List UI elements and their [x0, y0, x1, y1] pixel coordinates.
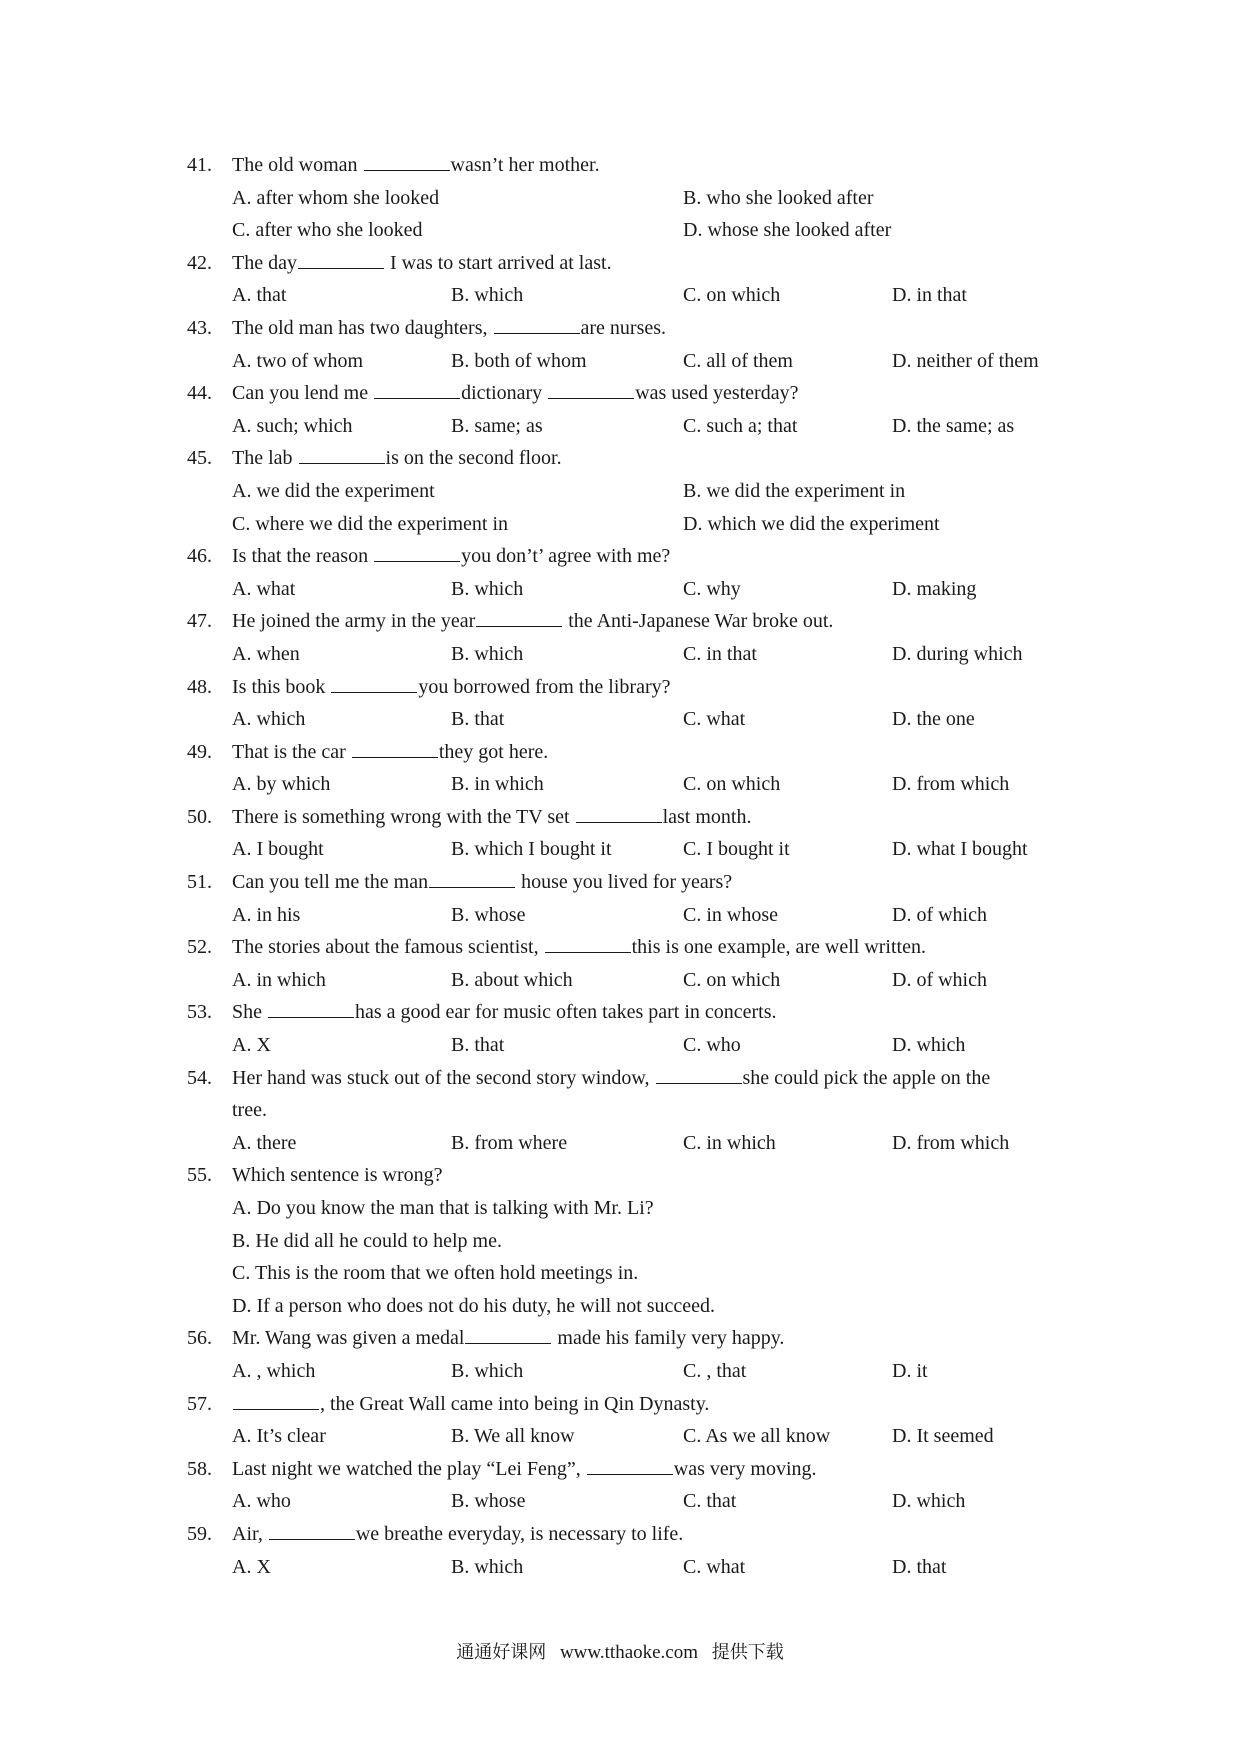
question-text [232, 1062, 990, 1095]
answer-option: D. the same; as [892, 414, 1015, 437]
question-text-segment: Air, [232, 1522, 268, 1545]
answer-option: A. after whom she looked [232, 186, 440, 209]
question-text-segment: , the Great Wall came into being in Qin Dynasty. [320, 1392, 710, 1415]
question-text [232, 1518, 683, 1551]
question-stem [0, 1388, 1240, 1421]
question-stem [0, 801, 1240, 834]
question-number: 47. [187, 610, 212, 633]
answer-option: C. I bought it [683, 838, 790, 861]
question-number: 50. [187, 805, 212, 828]
question-stem [0, 1062, 1240, 1095]
options-row [0, 1290, 1240, 1323]
options-row [0, 410, 1240, 443]
answer-option: A. X [232, 1555, 271, 1578]
question-text-segment: Last night we watched the play “Lei Feng”, [232, 1457, 586, 1480]
question-text-segment: this is one example, are well written. [631, 936, 926, 959]
question-text [232, 801, 751, 834]
options-row [0, 1257, 1240, 1290]
question-number: 44. [187, 382, 212, 405]
question-number: 48. [187, 675, 212, 698]
question-text-segment: The stories about the famous scientist, [232, 936, 544, 959]
answer-option: B. We all know [451, 1425, 575, 1448]
answer-option: D. neither of them [892, 349, 1039, 372]
question-text-segment: The old woman [232, 154, 363, 176]
answer-option: C. in whose [683, 903, 778, 926]
question-item [0, 312, 1240, 377]
options-row [0, 768, 1240, 801]
question-text-segment: is on the second floor. [385, 447, 562, 470]
question-text-segment: we breathe everyday, is necessary to life. [355, 1522, 684, 1545]
answer-blank [268, 999, 354, 1018]
question-stem-continuation [0, 1094, 1240, 1127]
answer-option: A. It’s clear [232, 1425, 326, 1448]
answer-option: A. what [232, 577, 296, 600]
answer-option: D. of which [892, 903, 987, 926]
options-row [0, 214, 1240, 247]
question-text-segment: Is that the reason [232, 545, 374, 568]
answer-option: B. we did the experiment in [683, 479, 906, 502]
answer-option: D. that [892, 1555, 947, 1578]
answer-blank [374, 543, 460, 562]
question-text [232, 149, 600, 182]
question-item [0, 377, 1240, 442]
question-text-segment: you borrowed from the library? [418, 675, 671, 698]
question-text [232, 605, 833, 638]
question-text-segment: Which sentence is wrong? [232, 1164, 443, 1187]
answer-option: B. which [451, 1359, 524, 1382]
question-text-segment: wasn’t her mother. [450, 154, 600, 176]
answer-option: B. about which [451, 968, 573, 991]
answer-option: A. in which [232, 968, 326, 991]
answer-option: A. by which [232, 773, 331, 796]
answer-option: A. X [232, 1034, 271, 1057]
answer-option: D. what I bought [892, 838, 1028, 861]
options-row [0, 1127, 1240, 1160]
answer-option: D. which [892, 1034, 966, 1057]
question-stem [0, 1453, 1240, 1486]
question-text-segment: The lab [232, 447, 298, 470]
answer-option: C. what [683, 1555, 746, 1578]
answer-option: B. same; as [451, 414, 543, 437]
answer-option: A. we did the experiment [232, 479, 435, 502]
question-text [232, 540, 670, 573]
options-row [0, 703, 1240, 736]
answer-option: B. both of whom [451, 349, 587, 372]
answer-option: B. which [451, 577, 524, 600]
question-stem [0, 866, 1240, 899]
question-text-segment: That is the car [232, 740, 351, 763]
answer-option: B. from where [451, 1131, 568, 1154]
answer-blank [545, 934, 631, 953]
options-row [0, 638, 1240, 671]
answer-option: C. on which [683, 968, 781, 991]
question-stem [0, 247, 1240, 280]
question-list [0, 149, 1240, 1583]
answer-option: D. of which [892, 968, 987, 991]
options-row [0, 182, 1240, 215]
answer-option: C. such a; that [683, 414, 798, 437]
answer-option: C. , that [683, 1359, 747, 1382]
footer-url: www.tthaoke.com [559, 1642, 699, 1663]
question-text-segment: Mr. Wang was given a medal [232, 1327, 465, 1350]
question-stem [0, 736, 1240, 769]
question-text-segment: Can you lend me [232, 382, 374, 405]
question-stem [0, 149, 1240, 182]
answer-option: C. on which [683, 773, 781, 796]
question-text-segment: was very moving. [673, 1457, 817, 1480]
options-row [0, 475, 1240, 508]
answer-option: C. This is the room that we often hold meetings in. [232, 1262, 639, 1285]
question-text-segment: Can you tell me the man [232, 871, 429, 894]
options-row [0, 279, 1240, 312]
question-item [0, 442, 1240, 540]
answer-blank [494, 315, 580, 334]
question-text [232, 1322, 784, 1355]
answer-option: B. which [451, 1555, 524, 1578]
question-text [232, 866, 732, 899]
answer-option: A. in his [232, 903, 301, 926]
question-number: 59. [187, 1522, 212, 1545]
options-row [0, 508, 1240, 541]
answer-option: D. from which [892, 773, 1010, 796]
question-number: 55. [187, 1164, 212, 1187]
question-text [232, 931, 926, 964]
question-item [0, 605, 1240, 670]
question-number: 52. [187, 936, 212, 959]
question-text-segment: She [232, 1001, 267, 1024]
answer-option: B. whose [451, 1490, 526, 1513]
answer-option: D. making [892, 577, 977, 600]
answer-blank [269, 1521, 355, 1540]
answer-option: C. what [683, 708, 746, 731]
options-row [0, 833, 1240, 866]
answer-option: D. whose she looked after [683, 219, 892, 242]
answer-option: B. whose [451, 903, 526, 926]
answer-option: B. He did all he could to help me. [232, 1229, 502, 1252]
answer-option: C. in that [683, 642, 757, 665]
answer-option: A. Do you know the man that is talking with Mr. Li? [232, 1197, 654, 1219]
question-text-segment: tree. [232, 1099, 267, 1122]
options-row [0, 573, 1240, 606]
question-stem [0, 671, 1240, 704]
question-item [0, 1453, 1240, 1518]
answer-option: D. it [892, 1359, 928, 1382]
question-text-segment: they got here. [438, 740, 549, 763]
answer-blank [299, 445, 385, 464]
question-number: 41. [187, 154, 212, 176]
question-stem [0, 1322, 1240, 1355]
answer-option: A. two of whom [232, 349, 364, 372]
answer-blank [331, 674, 417, 693]
question-text-segment: last month. [662, 805, 752, 828]
question-number: 58. [187, 1457, 212, 1480]
options-row [0, 1355, 1240, 1388]
answer-option: D. If a person who does not do his duty, he will not succeed. [232, 1294, 716, 1317]
options-row [0, 1420, 1240, 1453]
options-row [0, 1485, 1240, 1518]
question-text [232, 996, 777, 1029]
question-text-segment: He joined the army in the year [232, 610, 476, 633]
question-text-segment: made his family very happy. [552, 1327, 785, 1350]
question-stem [0, 931, 1240, 964]
answer-option: A. such; which [232, 414, 353, 437]
answer-blank [429, 869, 515, 888]
question-text-segment: has a good ear for music often takes part in concerts. [355, 1001, 777, 1024]
question-number: 42. [187, 251, 212, 274]
answer-blank [364, 152, 450, 171]
question-number: 54. [187, 1066, 212, 1089]
question-text [232, 1388, 709, 1421]
question-item [0, 931, 1240, 996]
answer-option: D. during which [892, 642, 1023, 665]
answer-option: C. on which [683, 284, 781, 307]
question-text-segment: The day [232, 251, 297, 274]
answer-option: B. who she looked after [683, 186, 874, 209]
answer-option: D. It seemed [892, 1425, 994, 1448]
question-text-segment: Is this book [232, 675, 331, 698]
question-stem [0, 377, 1240, 410]
answer-option: A. when [232, 642, 300, 665]
answer-option: C. who [683, 1034, 741, 1057]
answer-option: B. in which [451, 773, 544, 796]
question-text [232, 442, 562, 475]
answer-blank [587, 1456, 673, 1475]
answer-option: A. that [232, 284, 287, 307]
answer-option: D. from which [892, 1131, 1010, 1154]
answer-option: C. after who she looked [232, 219, 423, 242]
answer-option: D. in that [892, 284, 967, 307]
answer-option: A. , which [232, 1359, 316, 1382]
question-number: 53. [187, 1001, 212, 1024]
answer-blank [298, 250, 384, 269]
question-number: 56. [187, 1327, 212, 1350]
question-stem [0, 996, 1240, 1029]
question-item [0, 866, 1240, 931]
question-text-segment: There is something wrong with the TV set [232, 805, 575, 828]
answer-option: B. which [451, 284, 524, 307]
answer-option: B. which I bought it [451, 838, 612, 861]
answer-option: D. which we did the experiment [683, 512, 940, 535]
question-text-segment: was used yesterday? [635, 382, 799, 405]
question-item [0, 736, 1240, 801]
question-number: 46. [187, 545, 212, 568]
question-text-segment: the Anti-Japanese War broke out. [563, 610, 834, 633]
page-footer [0, 1638, 1240, 1664]
options-row [0, 1192, 1240, 1225]
answer-option: C. why [683, 577, 741, 600]
answer-option: C. that [683, 1490, 737, 1513]
answer-option: C. As we all know [683, 1425, 831, 1448]
answer-blank [576, 804, 662, 823]
answer-option: C. where we did the experiment in [232, 512, 509, 535]
question-text-segment: she could pick the apple on the [742, 1066, 991, 1089]
question-text-segment: house you lived for years? [516, 871, 733, 894]
question-item [0, 801, 1240, 866]
question-text-segment: Her hand was stuck out of the second story window, [232, 1066, 655, 1089]
answer-option: C. all of them [683, 349, 793, 372]
footer-site-name: 通通好课网 [456, 1642, 547, 1663]
question-text-segment: The old man has two daughters, [232, 316, 493, 339]
question-stem [0, 1518, 1240, 1551]
question-text [232, 671, 670, 704]
options-row [0, 345, 1240, 378]
answer-blank [465, 1325, 551, 1344]
question-text-segment: are nurses. [580, 316, 667, 339]
answer-option: B. which [451, 642, 524, 665]
question-item [0, 149, 1240, 247]
question-item [0, 1159, 1240, 1322]
question-text-segment: dictionary [461, 382, 548, 405]
question-text [232, 312, 666, 345]
question-text [232, 1159, 442, 1192]
question-stem [0, 605, 1240, 638]
question-stem [0, 540, 1240, 573]
question-item [0, 1062, 1240, 1160]
answer-blank [352, 739, 438, 758]
question-number: 43. [187, 316, 212, 339]
question-item [0, 996, 1240, 1061]
question-number: 49. [187, 740, 212, 763]
answer-blank [233, 1391, 319, 1410]
options-row [0, 899, 1240, 932]
question-stem [0, 442, 1240, 475]
question-item [0, 1322, 1240, 1387]
answer-option: A. who [232, 1490, 291, 1513]
question-item [0, 1518, 1240, 1583]
options-row [0, 1225, 1240, 1258]
options-row [0, 1029, 1240, 1062]
answer-blank [656, 1065, 742, 1084]
question-item [0, 540, 1240, 605]
answer-option: D. the one [892, 708, 975, 731]
answer-option: C. in which [683, 1131, 776, 1154]
question-stem [0, 312, 1240, 345]
answer-option: B. that [451, 708, 505, 731]
answer-option: A. there [232, 1131, 297, 1154]
answer-option: A. which [232, 708, 306, 731]
options-row [0, 964, 1240, 997]
question-text [232, 1453, 817, 1486]
question-item [0, 247, 1240, 312]
question-item [0, 1388, 1240, 1453]
footer-suffix: 提供下载 [711, 1642, 784, 1663]
question-text-segment: I was to start arrived at last. [384, 251, 612, 274]
question-text [232, 736, 548, 769]
question-number: 51. [187, 871, 212, 894]
question-text [232, 377, 798, 410]
answer-option: B. that [451, 1034, 505, 1057]
question-text-segment: you don’t’ agree with me? [461, 545, 671, 568]
question-text [232, 247, 612, 280]
question-number: 45. [187, 447, 212, 470]
answer-option: A. I bought [232, 838, 324, 861]
answer-blank [476, 608, 562, 627]
options-row [0, 1551, 1240, 1584]
question-item [0, 671, 1240, 736]
question-stem [0, 1159, 1240, 1192]
answer-blank [548, 380, 634, 399]
answer-blank [374, 380, 460, 399]
question-number: 57. [187, 1392, 212, 1415]
answer-option: D. which [892, 1490, 966, 1513]
